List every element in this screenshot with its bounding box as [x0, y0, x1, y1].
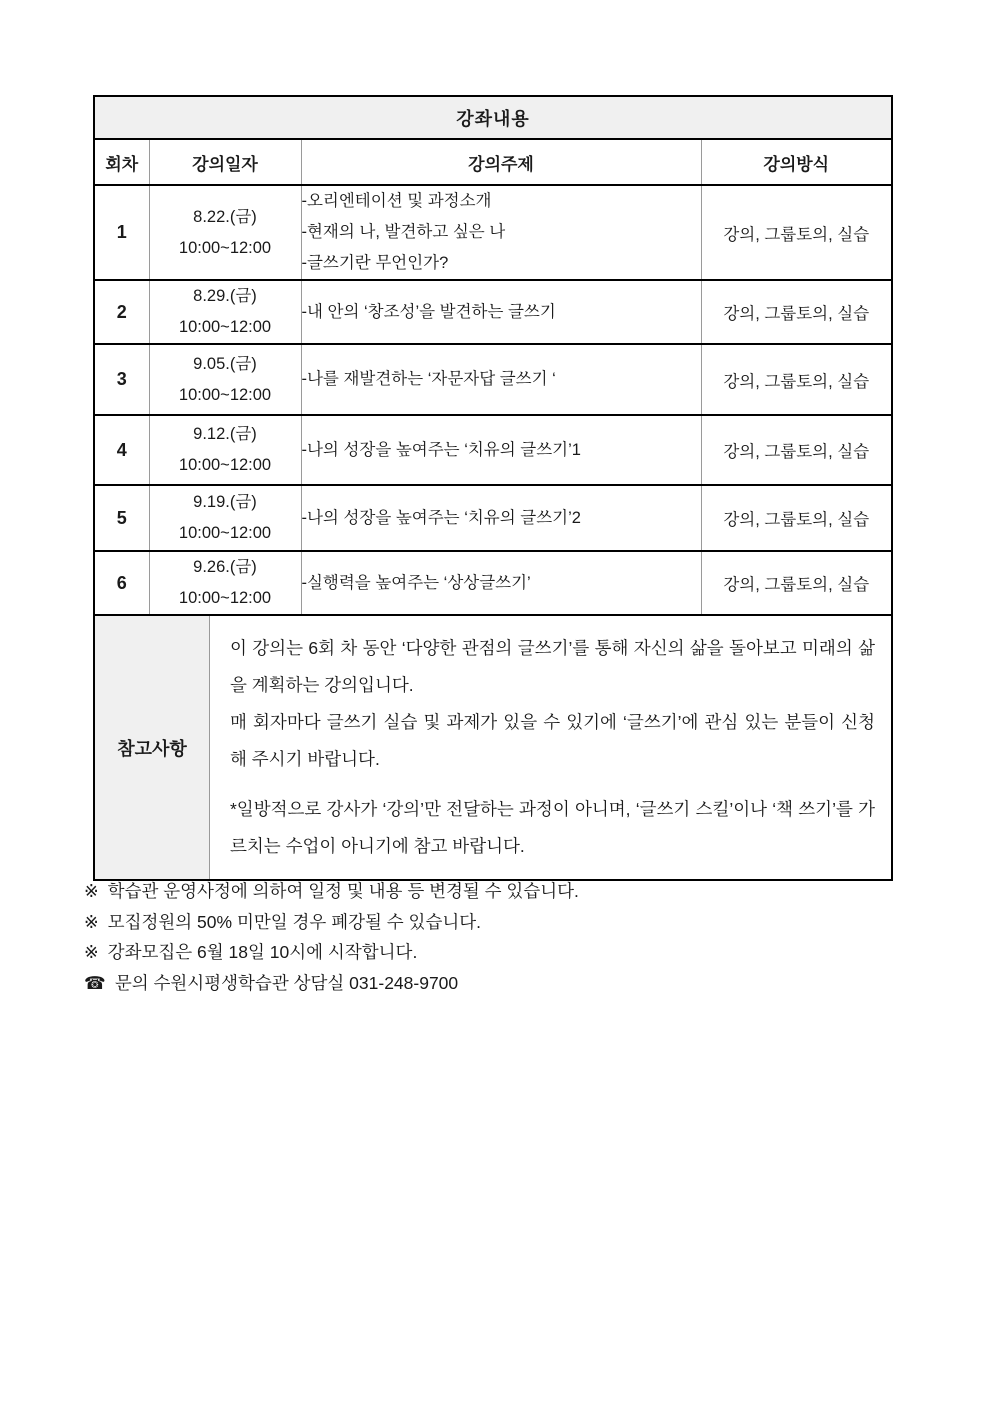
lecture-method: 강의, 그룹토의, 실습	[701, 485, 891, 551]
session-number: 1	[95, 185, 149, 280]
notes-paragraph: *일방적으로 강사가 ‘강의’만 전달하는 과정이 아니며, ‘글쓰기 스킬’이나 ‘책 쓰기’를 가르치는 수업이 아니기에 참고 바랍니다.	[230, 799, 875, 856]
time-text: 10:00~12:00	[178, 589, 272, 607]
footnote-text: 강좌모집은 6월 18일 10시에 시작합니다.	[107, 942, 418, 962]
date-text: 9.12.(금)	[193, 425, 257, 443]
lecture-method: 강의, 그룹토의, 실습	[701, 551, 891, 615]
lecture-topic	[301, 415, 701, 485]
session-number: 6	[95, 551, 149, 615]
lecture-method: 강의, 그룹토의, 실습	[701, 344, 891, 415]
time-text: 10:00~12:00	[178, 318, 272, 336]
table-row	[95, 485, 891, 551]
time-text: 10:00~12:00	[178, 238, 272, 257]
date-text: 8.29.(금)	[193, 287, 257, 305]
footnote-text: 문의 수원시평생학습관 상담실 031-248-9700	[114, 972, 459, 993]
lecture-topic	[301, 280, 701, 344]
reference-mark-icon: ※	[84, 911, 99, 932]
lecture-topic	[301, 344, 701, 415]
column-header-date: 강의일자	[149, 140, 301, 185]
reference-mark-icon: ※	[84, 881, 99, 901]
table-row	[95, 415, 891, 485]
lecture-date	[149, 485, 301, 551]
lecture-date	[149, 280, 301, 344]
table-title: 강좌내용	[95, 97, 891, 140]
notes-section	[95, 616, 891, 879]
lecture-topic	[301, 185, 701, 280]
footnote	[84, 937, 914, 968]
lecture-method: 강의, 그룹토의, 실습	[701, 185, 891, 280]
telephone-icon: ☎	[84, 972, 106, 993]
column-header-method: 강의방식	[701, 140, 891, 185]
topic-line: -나를 재발견하는 ‘자문자답 글쓰기 ‘	[301, 370, 556, 388]
topic-line: -나의 성장을 높여주는 ‘치유의 글쓰기’2	[301, 508, 581, 527]
date-text: 9.05.(금)	[193, 354, 257, 373]
lecture-topic	[301, 485, 701, 551]
session-number: 3	[95, 344, 149, 415]
table-row	[95, 551, 891, 615]
notes-paragraph: 이 강의는 6회 차 동안 ‘다양한 관점의 글쓰기’를 통해 자신의 삶을 돌아보고 미래의 삶을 계획하는 강의입니다.	[230, 638, 875, 695]
session-number: 5	[95, 485, 149, 551]
footnotes	[84, 876, 914, 998]
lecture-method: 강의, 그룹토의, 실습	[701, 415, 891, 485]
lecture-date	[149, 185, 301, 280]
reference-mark-icon: ※	[84, 942, 99, 962]
header-row	[95, 140, 891, 185]
time-text: 10:00~12:00	[178, 385, 272, 404]
lecture-date	[149, 415, 301, 485]
topic-line: -내 안의 ‘창조성’을 발견하는 글쓰기	[301, 302, 556, 321]
date-text: 8.22.(금)	[193, 207, 257, 226]
session-number: 4	[95, 415, 149, 485]
lecture-date	[149, 551, 301, 615]
table-row	[95, 344, 891, 415]
topic-line: -나의 성장을 높여주는 ‘치유의 글쓰기’1	[301, 440, 581, 459]
topic-line: -오리엔테이션 및 과정소개	[301, 192, 492, 210]
lecture-method: 강의, 그룹토의, 실습	[701, 280, 891, 344]
topic-line: -실행력을 높여주는 ‘상상글쓰기’	[301, 573, 531, 592]
course-content-table	[93, 95, 893, 881]
footnote-text: 모집정원의 50% 미만일 경우 폐강될 수 있습니다.	[107, 911, 482, 932]
date-text: 9.19.(금)	[193, 493, 257, 511]
topic-line: -글쓰기란 무언인가?	[301, 254, 449, 272]
time-text: 10:00~12:00	[178, 456, 272, 474]
notes-paragraph: 매 회자마다 글쓰기 실습 및 과제가 있을 수 있기에 ‘글쓰기’에 관심 있는 분들이 신청해 주시기 바랍니다.	[230, 712, 875, 769]
column-header-session: 회차	[95, 140, 149, 185]
lecture-date	[149, 344, 301, 415]
schedule-table	[95, 140, 891, 616]
lecture-topic	[301, 551, 701, 615]
notes-body	[210, 616, 891, 879]
time-text: 10:00~12:00	[178, 524, 272, 542]
footnote	[84, 968, 914, 999]
column-header-topic: 강의주제	[301, 140, 701, 185]
footnote-text: 학습관 운영사정에 의하여 일정 및 내용 등 변경될 수 있습니다.	[107, 881, 579, 901]
notes-label: 참고사항	[95, 616, 210, 879]
topic-line: -현재의 나, 발견하고 싶은 나	[301, 223, 506, 241]
table-row	[95, 185, 891, 280]
session-number: 2	[95, 280, 149, 344]
table-row	[95, 280, 891, 344]
footnote	[84, 876, 914, 907]
footnote	[84, 907, 914, 938]
date-text: 9.26.(금)	[193, 558, 257, 576]
